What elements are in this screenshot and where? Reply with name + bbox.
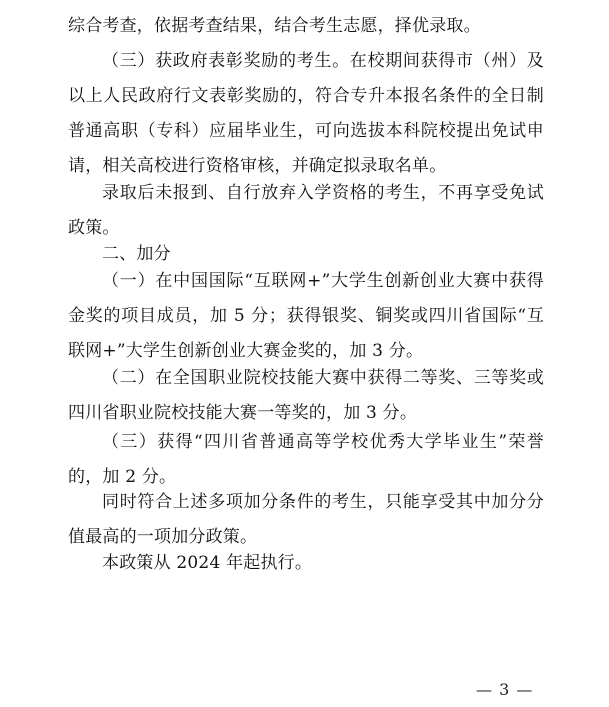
paragraph-outstanding-graduate-bonus: （三）获得“四川省普通高等学校优秀大学毕业生”荣誉的，加 2 分。 — [68, 432, 544, 487]
paragraph-multiple-bonus-rule: 同时符合上述多项加分条件的考生，只能享受其中加分分值最高的一项加分政策。 — [68, 492, 544, 547]
paragraph-skills-competition-bonus: （二）在全国职业院校技能大赛中获得二等奖、三等奖或四川省职业院校技能大赛一等奖的，加 3 分。 — [68, 368, 544, 423]
paragraph-exam-selection: 综合考查，依据考查结果，结合考生志愿，择优录取。 — [68, 16, 481, 36]
paragraph-abandon-admission: 录取后未报到、自行放弃入学资格的考生，不再享受免试政策。 — [68, 183, 544, 238]
paragraph-government-award: （三）获政府表彰奖励的考生。在校期间获得市（州）及以上人民政府行文表彰奖励的，符合专升本报名条件的全日制普通高职（专科）应届毕业生，可向选拔本科院校提出免试申请，相关高校进行资格审核，并确定拟录取名单。 — [68, 51, 544, 176]
paragraph-effective-date: 本政策从 2024 年起执行。 — [102, 553, 313, 573]
section-heading-bonus-points: 二、加分 — [102, 244, 171, 264]
page-number: — 3 — — [476, 680, 534, 699]
paragraph-internet-plus-bonus: （一）在中国国际“互联网+”大学生创新创业大赛中获得金奖的项目成员，加 5 分；获得银奖、铜奖或四川省国际“互联网+”大学生创新创业大赛金奖的，加 3 分。 — [68, 271, 544, 361]
